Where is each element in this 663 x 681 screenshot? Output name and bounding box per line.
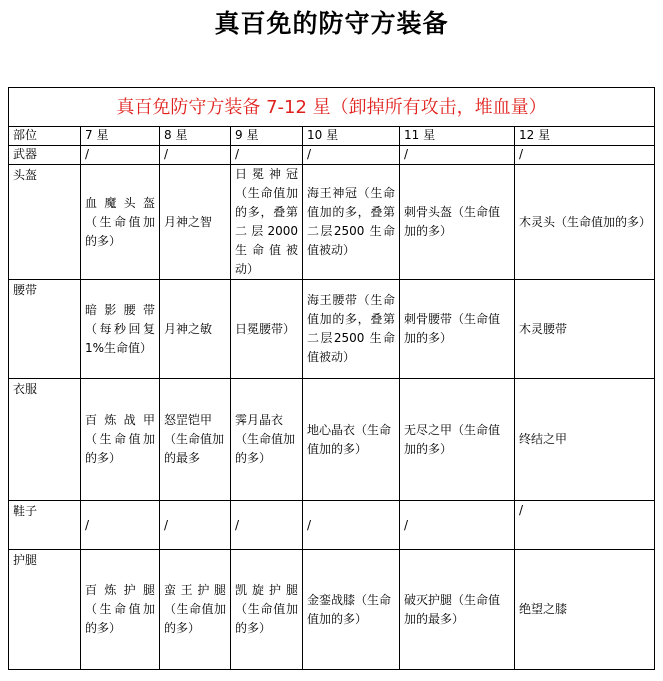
- table-cell: /: [400, 501, 515, 550]
- table-cell: 日冕神冠（生命值加的多，叠第二层2000生命值被动）: [231, 165, 303, 280]
- header-cell: 12 星: [515, 127, 655, 146]
- row-label: 护腿: [9, 550, 81, 670]
- table-cell: 刺骨头盔（生命值加的多）: [400, 165, 515, 280]
- page-title: 真百免的防守方装备: [214, 9, 449, 38]
- table-cell: 木灵头（生命值加的多）: [515, 165, 655, 280]
- table-cell: 海王神冠（生命值加的多，叠第二层2500 生命值被动）: [303, 165, 400, 280]
- table-cell: 凯旋护腿（生命值加的多）: [231, 550, 303, 670]
- table-cell: 绝望之膝: [515, 550, 655, 670]
- table-cell: /: [515, 146, 655, 165]
- row-label: 腰带: [9, 280, 81, 379]
- table-cell: 百炼护腿（生命值加的多）: [81, 550, 160, 670]
- table-cell: 蛮王护腿（生命值加的多）: [160, 550, 231, 670]
- table-cell: 暗影腰带（每秒回复 1%生命值）: [81, 280, 160, 379]
- table-cell: 月神之敏: [160, 280, 231, 379]
- table-row-armor: [9, 379, 655, 501]
- table-cell: /: [303, 501, 400, 550]
- header-cell: 8 星: [160, 127, 231, 146]
- table-row-weapon: [9, 146, 655, 165]
- table-cell: 日冕腰带）: [231, 280, 303, 379]
- table-row-belt: [9, 280, 655, 379]
- table-cell: 百炼战甲（生命值加的多）: [81, 379, 160, 501]
- table-row-shoes: [9, 501, 655, 550]
- table-cell: /: [81, 146, 160, 165]
- table-cell: 刺骨腰带（生命值加的多）: [400, 280, 515, 379]
- table-cell: /: [81, 501, 160, 550]
- header-cell: 10 星: [303, 127, 400, 146]
- table-cell: /: [303, 146, 400, 165]
- header-cell: 7 星: [81, 127, 160, 146]
- gear-table: [8, 87, 655, 670]
- table-cell: /: [400, 146, 515, 165]
- table-cell: 木灵腰带: [515, 280, 655, 379]
- table-cell: 霁月晶衣（生命值加的多）: [231, 379, 303, 501]
- row-label: 头盔: [9, 165, 81, 280]
- table-caption-row: [9, 88, 655, 127]
- table-cell: /: [515, 501, 655, 550]
- table-cell: 血魔头盔（生命值加的多）: [81, 165, 160, 280]
- table-row-helmet: [9, 165, 655, 280]
- table-cell: 无尽之甲（生命值加的多）: [400, 379, 515, 501]
- header-label: 部位: [9, 127, 81, 146]
- header-cell: 11 星: [400, 127, 515, 146]
- table-cell: 月神之智: [160, 165, 231, 280]
- row-label: 武器: [9, 146, 81, 165]
- table-cell: 终结之甲: [515, 379, 655, 501]
- table-cell: 金銮战膝（生命值加的多）: [303, 550, 400, 670]
- table-caption: 真百免防守方装备 7-12 星（卸掉所有攻击，堆血量）: [9, 88, 655, 127]
- table-cell: /: [160, 146, 231, 165]
- table-cell: 地心晶衣（生命值加的多）: [303, 379, 400, 501]
- table-cell: /: [231, 146, 303, 165]
- table-row-legs: [9, 550, 655, 670]
- row-label: 鞋子: [9, 501, 81, 550]
- row-label: 衣服: [9, 379, 81, 501]
- table-cell: /: [160, 501, 231, 550]
- table-cell: 海王腰带（生命值加的多，叠第二层2500 生命值被动）: [303, 280, 400, 379]
- header-cell: 9 星: [231, 127, 303, 146]
- table-cell: 怒罡铠甲（生命值加的最多: [160, 379, 231, 501]
- table-cell: 破灭护腿（生命值加的最多）: [400, 550, 515, 670]
- table-cell: /: [231, 501, 303, 550]
- table-header-row: [9, 127, 655, 146]
